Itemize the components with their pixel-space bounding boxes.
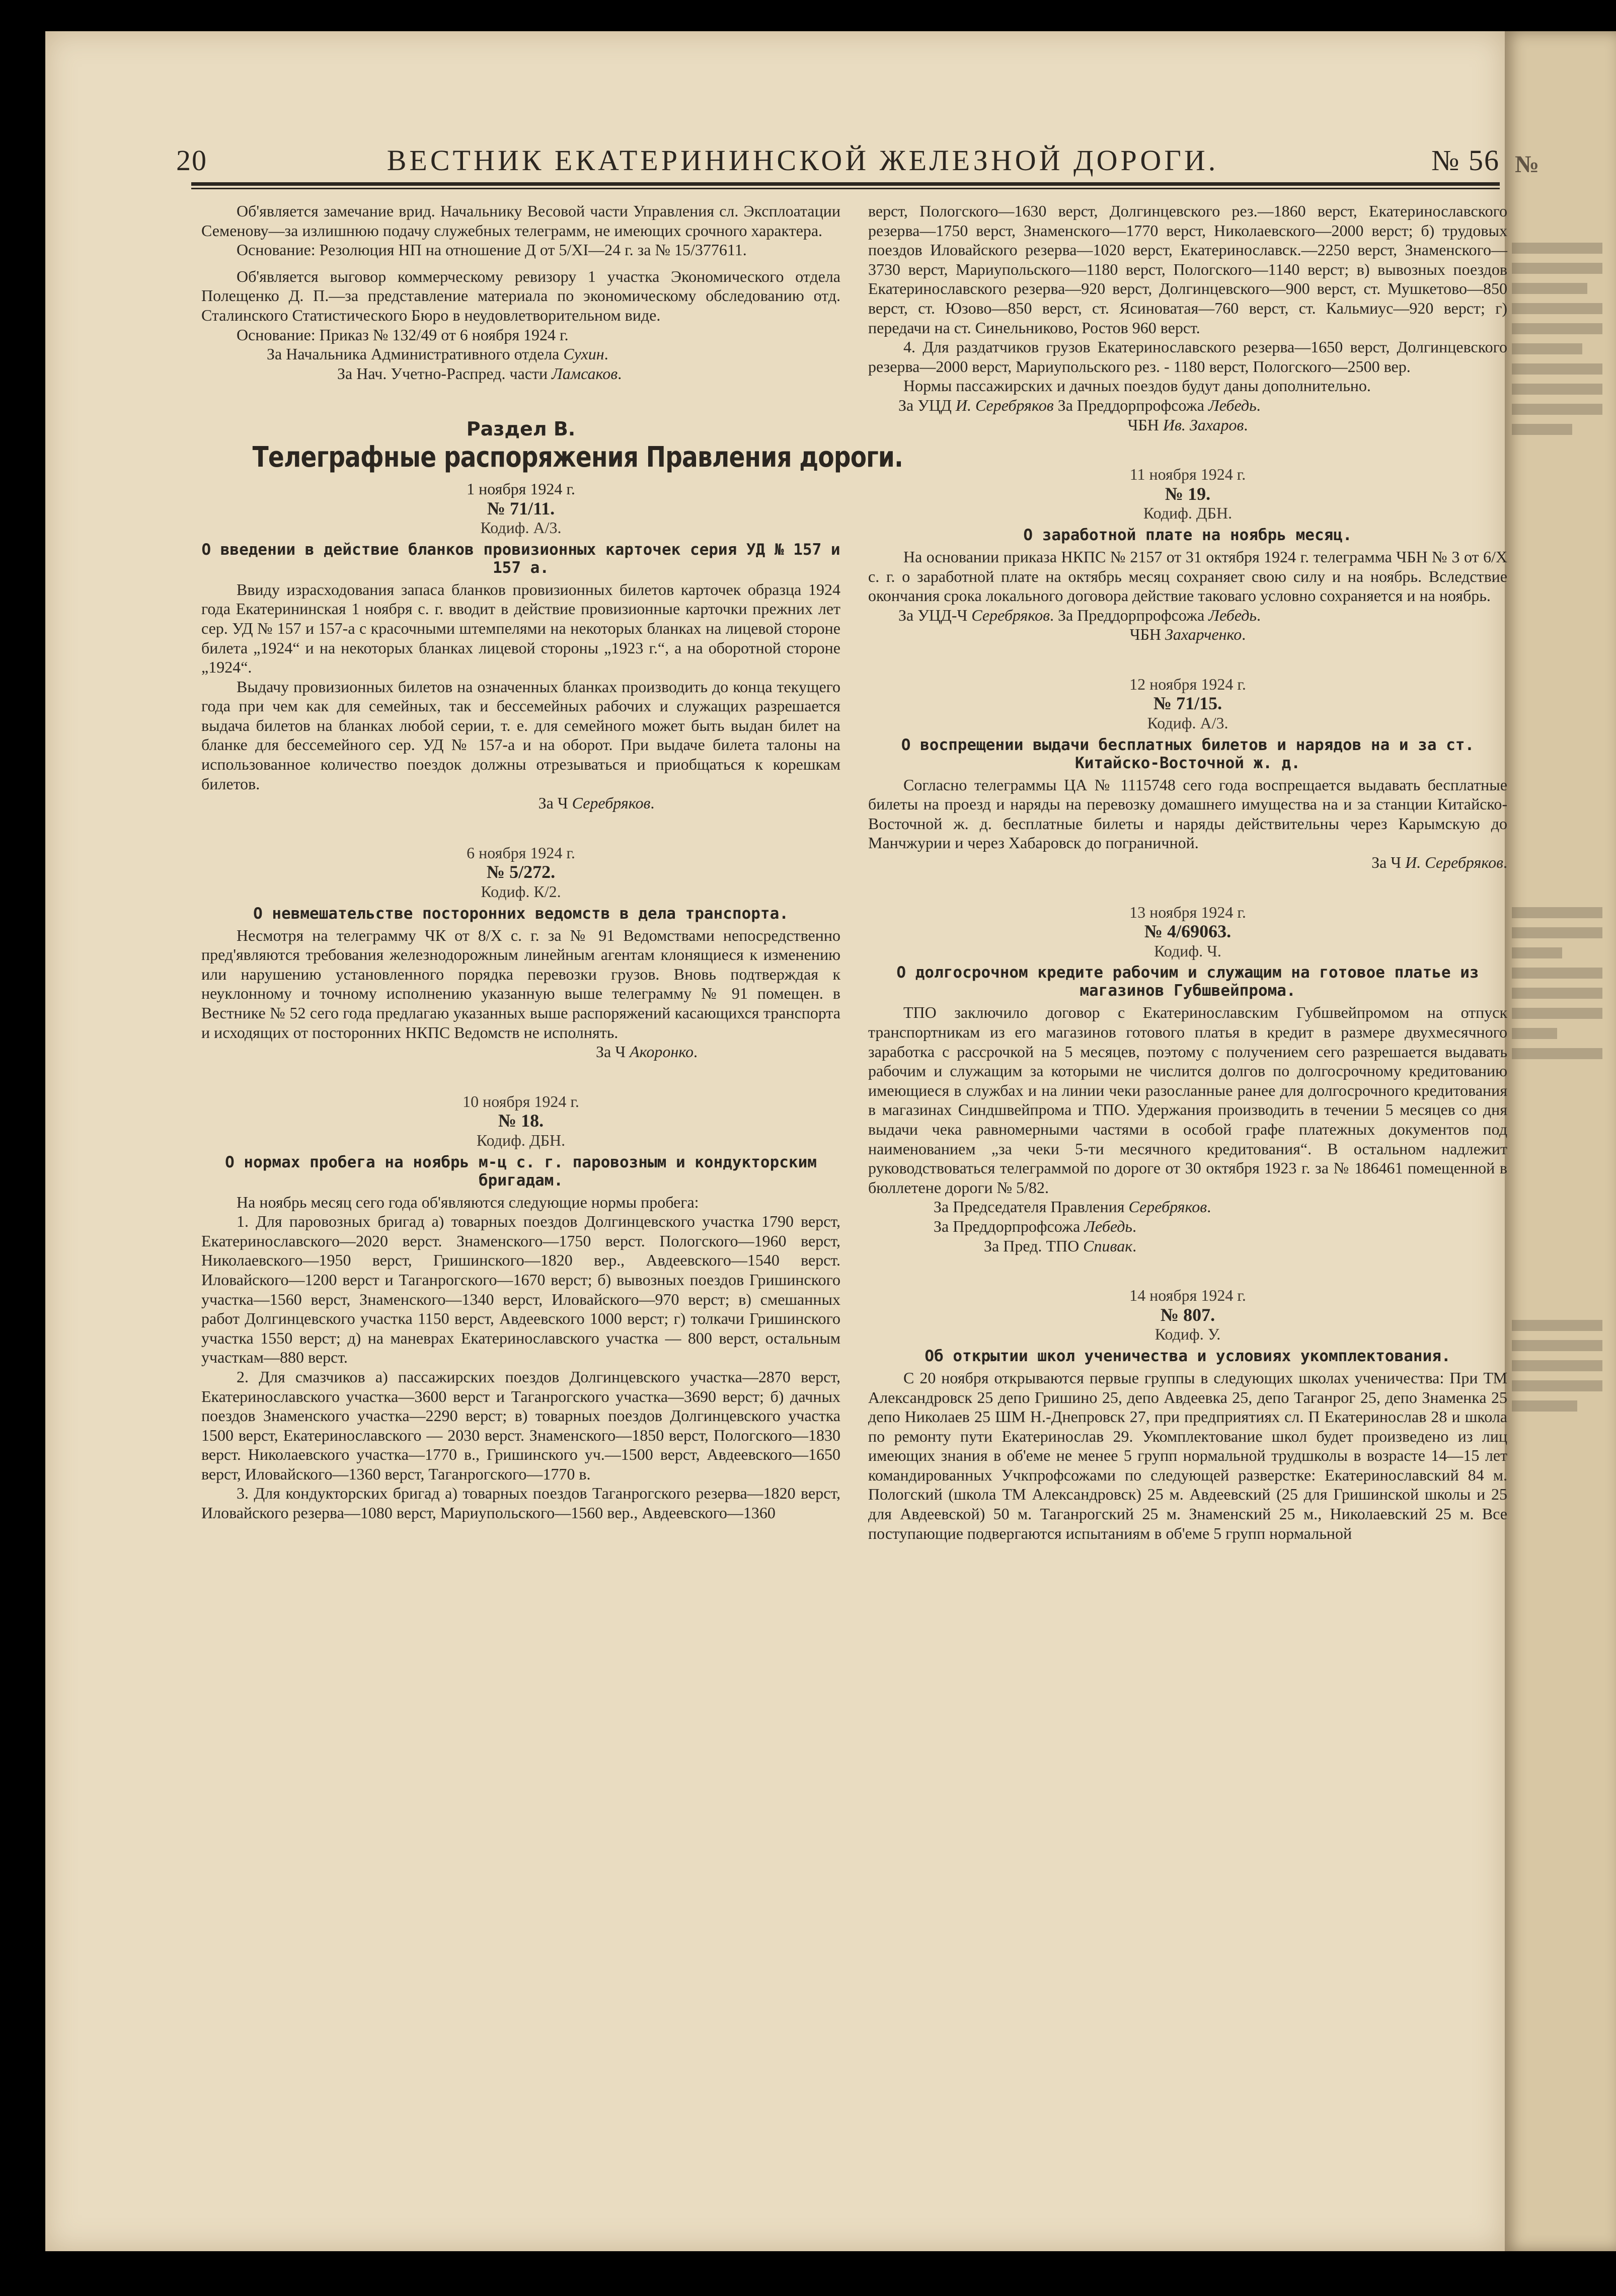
notice-rebuke: Об'является выговор коммерческому ревизору 1 участка Экономического отдела Полещенко Д. П.—за представление материала по экономическому обследованию отд. Сталинского Статистического Бюро в неудовлетворительном виде. <box>201 267 840 324</box>
order-kodif: Кодиф. Ч. <box>1154 941 1221 960</box>
order-date: 1 ноября 1924 г. <box>467 479 575 498</box>
order-signature: За Пред. ТПО Спивак. <box>984 1236 1137 1255</box>
order-number: № 4/69063. <box>1144 921 1232 942</box>
order-text: С 20 ноября открываются первые группы в следующих школах ученичества: При ТМ Александровск 25 депо Гришино 25, депо Авдеевка 25, депо Таганрог 25, депо Знаменка 25 депо Николаев 25 ШМ Н.-Днепровск 27, при предприятиях сл. П Екатеринослав 28 и школа по ремонту пути Екатеринослав 29. Укомплектование школ будет произведено из лиц имеющих знания в об'еме не менее 5 групп нормальной трудшколы в возрасте 14—15 лет командированных Учкпрофсожами по следующей разверстке: Екатеринославский 84 м. Пологский (школа ТМ Александровск) 25 м. Авдеевский (25 для Гришинской школы и 25 для Авдеевской) 50 м. Таганрогский 25 м. Знаменский 25 м., Николаевский 25 м. Все поступающие подвергаются испытаниям в об'еме 5 групп нормальной <box>868 1368 1507 1542</box>
order-title: О долгосрочном кредите рабочим и служащим на готовое платье из магазинов Губшвейпрома. <box>896 964 1479 1000</box>
order-text: Нормы пассажирских и дачных поездов будут даны дополнительно. <box>903 377 1371 395</box>
order-signature: За Председателя Правления Серебряков. <box>934 1198 1211 1216</box>
order-number: № 19. <box>1165 483 1211 504</box>
order-number: № 71/11. <box>487 498 555 519</box>
order-text: Ввиду израсходования запаса бланков провизионных билетов карточек образца 1924 года Екатерининская 1 ноября с. г. вводит в действие провизионные карточки прежних лет сер. УД № 157 и 157-а с красочными штемпелями на некоторых бланках на лицевой стороне билета „1924“ и на некоторых бланках лицевой стороны „1923 г.“, а на оборотной стороне „1924“. <box>201 580 840 677</box>
order-title: О воспрещении выдачи бесплатных билетов и нарядов на и за ст. Китайско-Восточной ж. д. <box>901 735 1475 772</box>
order-title: Об открытии школ ученичества и условиях укомплектования. <box>925 1347 1451 1365</box>
order-number: № 807. <box>1160 1304 1215 1325</box>
order-title: О введении в действие бланков провизионных карточек серия УД № 157 и 157 а. <box>201 540 840 577</box>
order-kodif: Кодиф. А/3. <box>480 519 562 537</box>
order-text: На ноябрь месяц сего года об'являются следующие нормы пробега: <box>237 1193 699 1211</box>
order-text: 4. Для раздатчиков грузов Екатеринославского резерва—1650 верст, Долгинцевского резерва—2000 верст, Мариупольского рез. - 1180 верст, Пологского—2500 вер. <box>868 338 1507 376</box>
header-rule-thin <box>191 188 1500 189</box>
order-signature: За Ч Серебряков. <box>538 794 655 812</box>
notice-rebuke-basis: Основание: Приказ № 132/49 от 6 ноября 1924 г. <box>237 325 569 344</box>
order-text: Выдачу провизионных билетов на означенных бланках производить до конца текущего года при чем как для семейных, так и бессемейных рабочих и служащих разрешается выдача билетов на бланках любой серии, т. е. для семейного может быть выдан билет на бланке для бессемейного сер. УД № 157-а и на оборот. При выдаче билета талоны на использованное количество поездок должны отрезываться и приобщаться к корешкам билетов. <box>201 677 840 793</box>
order-number: № 18. <box>498 1110 544 1131</box>
issue-number: № 56 <box>1431 144 1500 177</box>
order-date: 10 ноября 1924 г. <box>463 1092 579 1110</box>
order-title: О невмешательстве посторонних ведомств в дела транспорта. <box>253 904 789 923</box>
order-text: 2. Для смазчиков а) пассажирских поездов Долгинцевского участка—2870 верст, Екатеринославского участка—3600 верст и Таганрогского участка—3690 верст; б) дачных поездов Знаменского участка—2290 верст; в) товарных поездов Долгинцевского участка 1500 верст, Екатеринославского — 2030 верст. Знаменского—1850 верст, Пологского—1830 верст. Николаевского участка—1770 в., Гришинского уч.—1500 верст, Авдеевского—1650 верст, Иловайского—1360 верст, Таганрогского—1770 в. <box>201 1367 840 1483</box>
notice-reprimand-basis: Основание: Резолюция НП на отношение Д от 5/XI—24 г. за № 15/377611. <box>237 241 747 259</box>
page-header <box>176 143 1500 184</box>
order-date: 6 ноября 1924 г. <box>467 843 575 862</box>
order-signature: ЧБН Захарченко. <box>1129 625 1246 644</box>
order-text: 3. Для кондукторских бригад а) товарных поездов Таганрогского резерва—1820 верст, Иловайского резерва—1080 верст, Мариупольского—1560 вер., Авдеевского—1360 <box>201 1484 840 1522</box>
order-signature: За Ч Акоронко. <box>596 1043 698 1061</box>
order-kodif: Кодиф. А/3. <box>1147 714 1228 732</box>
adjacent-page-number: № <box>1515 151 1540 178</box>
order-date: 11 ноября 1924 г. <box>1129 465 1246 484</box>
order-signature: За УЦД-Ч Серебряков. За Преддорпрофсожа Лебедь. <box>898 606 1261 624</box>
order-kodif: Кодиф. У. <box>1155 1325 1221 1344</box>
left-column <box>201 201 903 1523</box>
order-kodif: Кодиф. ДБН. <box>1143 504 1233 523</box>
header-rule-thick <box>191 182 1500 186</box>
order-text: Согласно телеграммы ЦА № 1115748 сего года воспрещается выдавать бесплатные билеты на проезд и наряды на перевозку домашнего имущества на и за станции Китайско-Восточной ж. д. бесплатные билеты и наряды действительны через Карымскую до Манчжурии и через Хабаровск до пограничной. <box>868 775 1507 852</box>
signature-accounting: За Нач. Учетно-Распред. части Ламсаков. <box>337 364 622 383</box>
journal-title: ВЕСТНИК ЕКАТЕРИНИНСКОЙ ЖЕЛЕЗНОЙ ДОРОГИ. <box>387 144 1219 177</box>
order-number: № 71/15. <box>1153 693 1222 714</box>
order-title: О заработной плате на ноябрь месяц. <box>1023 526 1352 544</box>
order-text: 1. Для паровозных бригад а) товарных поездов Долгинцевского участка 1790 верст, Екатеринославского—2020 верст. Знаменского—1750 верст. Пологского—1960 верст, Николаевского—1950 верст, Гришинского—1820 вер., Авдеевского—1540 верст. Иловайского—1200 верст и Таганрогского—1670 верст; б) вывозных поездов Гришинского участка—1560 верст, Знаменского—1340 верст, Иловайского—970 верст; в) смешанных работ Долгинцевского участка 1150 верст, Авдеевского 1000 верст; г) толкачи Гришинского участка 1550 верст; д) на маневрах Екатеринославского участка — 800 верст, остальным участкам—880 верст. <box>201 1212 840 1367</box>
order-signature: ЧБН Ив. Захаров. <box>1127 415 1248 434</box>
order-text-continued: верст, Пологского—1630 верст, Долгинцевского рез.—1860 верст, Екатеринославского резерва—1750 верст, Знаменского—1770 верст, Николаевского—2000 верст; б) трудовых поездов Иловайского резерва—1020 верст, Екатеринославск.—2250 верст, Знаменского—3730 верст, Мариупольского—1180 верст, Пологского—1140 верст; в) вывозных поездов Екатеринославского резерва—920 верст, Долгинцевского—900 верст, ст. Мушкетово—850 верст, ст. Юзово—850 верст, ст. Ясиноватая—760 верст, ст. Кальмиус—920 верст; г) передачи на ст. Синельниково, Ростов 960 верст. <box>868 202 1507 337</box>
order-signature: За УЦД И. Серебряков За Преддорпрофсожа Лебедь. <box>898 396 1261 414</box>
order-text: ТПО заключило договор с Екатеринославским Губшвейпромом на отпуск транспортникам из его магазинов готового платья в кредит в размере двухмесячного заработка с рассрочкой на 5 месяцев, поэтому с получением сего разрешается выдавать рабочим и служащим за которыми не числится долгов по долгосрочному кредитованию имеющиеся в службах и на линии чеки разосланные ранее для долгосрочного кредитования в магазинах Синдшвейпрома и ТПО. Удержания производить в течении 5 месяцев со дня выдачи чека равномерными частями в особой графе платежных документов под наименованием „за чеки 5-ти месячного кредитования“. В остальном надлежит руководствоваться телеграммой по дороге от 30 октября 1923 г. за № 186461 помещенной в бюллетене дороги № 5/82. <box>868 1003 1507 1197</box>
order-text: Несмотря на телеграмму ЧК от 8/X с. г. за № 91 Ведомствами непосредственно пред'являются требования железнодорожным линейным агентам клонящиеся к изменению или нарушению установленного порядка перевозки грузов. Вновь подтверждая к неуклонному и точному исполнению указанную выше телеграмму № 91 помещен. в Вестнике № 52 сего года предлагаю указанных выше распоряжений касающихся транспорта и исходящих от посторонних НКПС Ведомств не исполнять. <box>201 926 840 1042</box>
order-date: 12 ноября 1924 г. <box>1129 675 1246 693</box>
page-number: 20 <box>176 144 207 177</box>
order-kodif: Кодиф. К/2. <box>481 882 561 901</box>
order-signature: За Преддорпрофсожа Лебедь. <box>934 1217 1136 1235</box>
order-text: На основании приказа НКПС № 2157 от 31 октября 1924 г. телеграмма ЧБН № 3 от 6/X с. г. о заработной плате на октябрь месяц сохраняет свою силу и на ноябрь. Вследствие окончания срока локального договора действие таковаго условно сохраняется и на ноябрь. <box>868 547 1507 605</box>
order-date: 13 ноября 1924 г. <box>1129 903 1246 921</box>
section-label: Раздел В. <box>466 418 576 440</box>
adjacent-page-edge <box>1505 31 1616 2251</box>
section-title: Телеграфные распоряжения Правления дороги. <box>252 440 903 474</box>
order-title: О нормах пробега на ноябрь м-ц с. г. паровозным и кондукторским бригадам. <box>225 1153 817 1190</box>
order-kodif: Кодиф. ДБН. <box>476 1131 566 1149</box>
order-signature: За Ч И. Серебряков. <box>1371 853 1507 872</box>
order-date: 14 ноября 1924 г. <box>1129 1286 1246 1305</box>
order-number: № 5/272. <box>486 862 556 882</box>
notice-reprimand: Об'является замечание врид. Начальнику Весовой части Управления сл. Эксплоатации Семенову—за излишнюю подачу служебных телеграмм, не имеющих срочного характера. <box>201 202 840 240</box>
signature-admin: За Начальника Административного отдела Сухин. <box>267 345 608 363</box>
right-column <box>868 201 1507 1543</box>
